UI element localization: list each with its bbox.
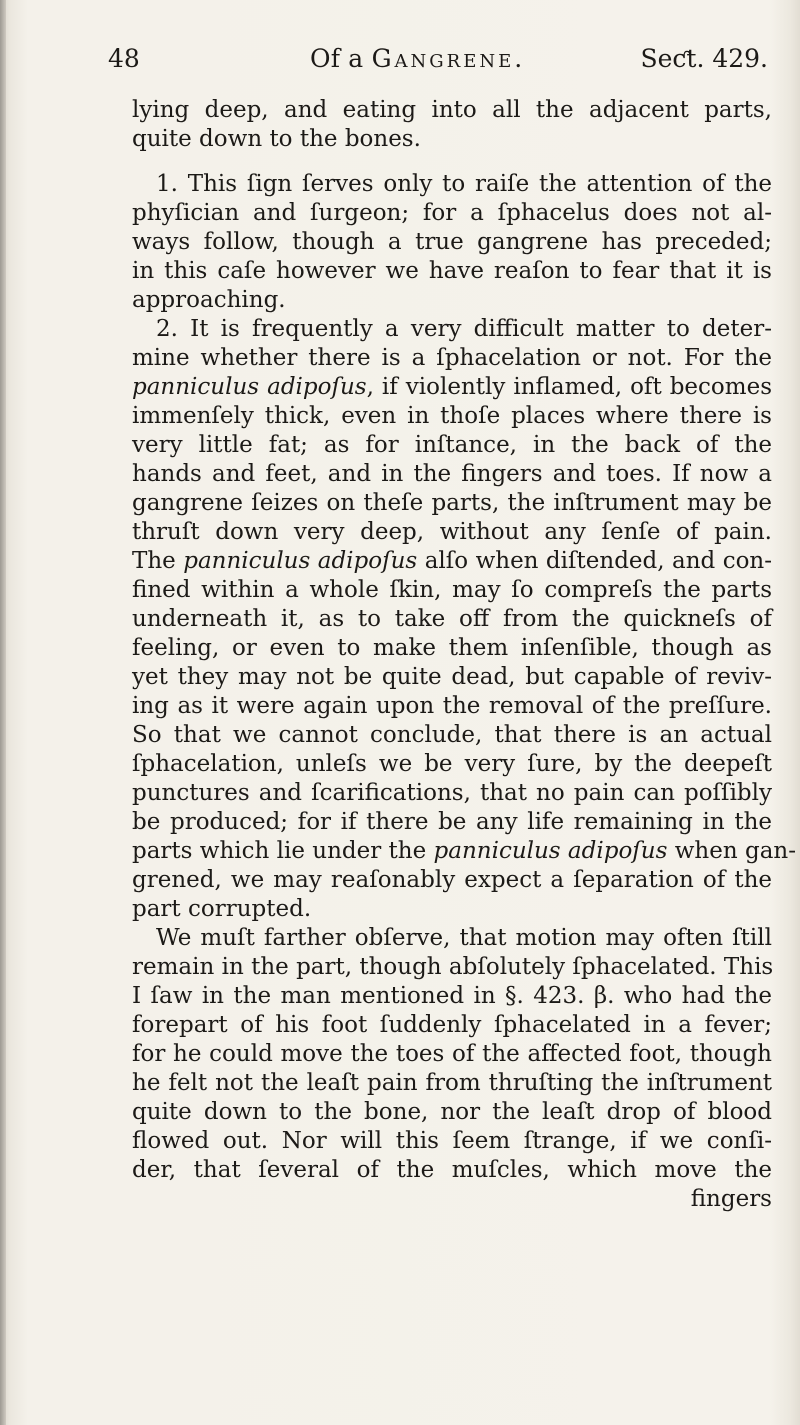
text-line: The panniculus adipoſus alſo when diſtended, and con- [132,548,773,574]
text-line: part corrupted. [132,896,312,922]
text-line: 2. It is frequently a very difficult matter to deter- [156,316,772,342]
latin-term: panniculus adipoſus [433,838,668,864]
section-reference: Seƈt. 429. [640,44,768,73]
text-line: So that we cannot conclude, that there is an actual [132,722,772,748]
text-line: ſphacelation, unleſs we be very ſure, by the deepeſt [132,751,772,777]
text-line: flowed out. Nor will this ſeem ſtrange, if we conſi- [132,1128,772,1154]
text-line: for he could move the toes of the affected foot, though [132,1041,772,1067]
text-line: approaching. [132,287,286,313]
text-line: he felt not the leaſt pain from thruſting the inſtrument [132,1070,772,1096]
text-line: parts which lie under the panniculus adipoſus when gan- [132,838,796,864]
text-line: 1. This ſign ſerves only to raiſe the attention of the [156,171,772,197]
text-line: We muſt farther obſerve, that motion may often ſtill [156,925,772,951]
text-line: forepart of his foot ſuddenly ſphacelated in a fever; [132,1012,772,1038]
text-line: feeling, or even to make them inſenſible, though as [132,635,772,661]
text-line: quite down to the bones. [132,126,421,152]
text-line: gangrene ſeizes on theſe parts, the inſtrument may be [132,490,772,516]
text-line: phyſician and ſurgeon; for a ſphacelus does not al- [132,200,772,226]
text-line: I ſaw in the man mentioned in §. 423. β. who had the [132,983,772,1009]
text-line: remain in the part, though abſolutely ſphacelated. This [132,954,774,980]
page-header [108,44,768,88]
text-line: immenſely thick, even in thoſe places where there is [132,403,772,429]
latin-term: panniculus adipoſus [183,548,418,574]
text-line: panniculus adipoſus, if violently inflamed, oft becomes [132,374,772,400]
text-line: be produced; for if there be any life remaining in the [132,809,772,835]
body-text [132,96,796,1214]
text-line: ing as it were again upon the removal of the preſſure. [132,693,772,719]
text-line: thruſt down very deep, without any ſenſe of pain. [132,519,772,545]
running-title-of: Of a [310,44,364,73]
running-title-main: Gangrene. [371,44,526,73]
running-title [310,44,525,73]
page-spine-shadow [0,0,6,1425]
text-line: yet they may not be quite dead, but capable of reviv- [132,664,772,690]
text-line: mine whether there is a ſphacelation or not. For the [132,345,772,371]
text-line: hands and feet, and in the fingers and toes. If now a [132,461,772,487]
page-number: 48 [108,44,140,73]
text-line: very little fat; as for inſtance, in the back of the [132,432,772,458]
text-line: quite down to the bone, nor the leaſt drop of blood [132,1099,772,1125]
text-line: fingers [690,1186,772,1212]
text-line: ways follow, though a true gangrene has preceded; [132,229,772,255]
text-line: fined within a whole ſkin, may ſo compreſs the parts [132,577,772,603]
latin-term: panniculus adipoſus [132,374,367,400]
text-line: grened, we may reaſonably expect a ſeparation of the [132,867,772,893]
text-line: lying deep, and eating into all the adjacent parts, [132,97,772,123]
text-line: der, that ſeveral of the muſcles, which move the [132,1157,772,1183]
text-line: punctures and ſcarifications, that no pain can poſſibly [132,780,772,806]
text-line: underneath it, as to take off from the quickneſs of [132,606,772,632]
text-line: in this caſe however we have reaſon to fear that it is [132,258,772,284]
